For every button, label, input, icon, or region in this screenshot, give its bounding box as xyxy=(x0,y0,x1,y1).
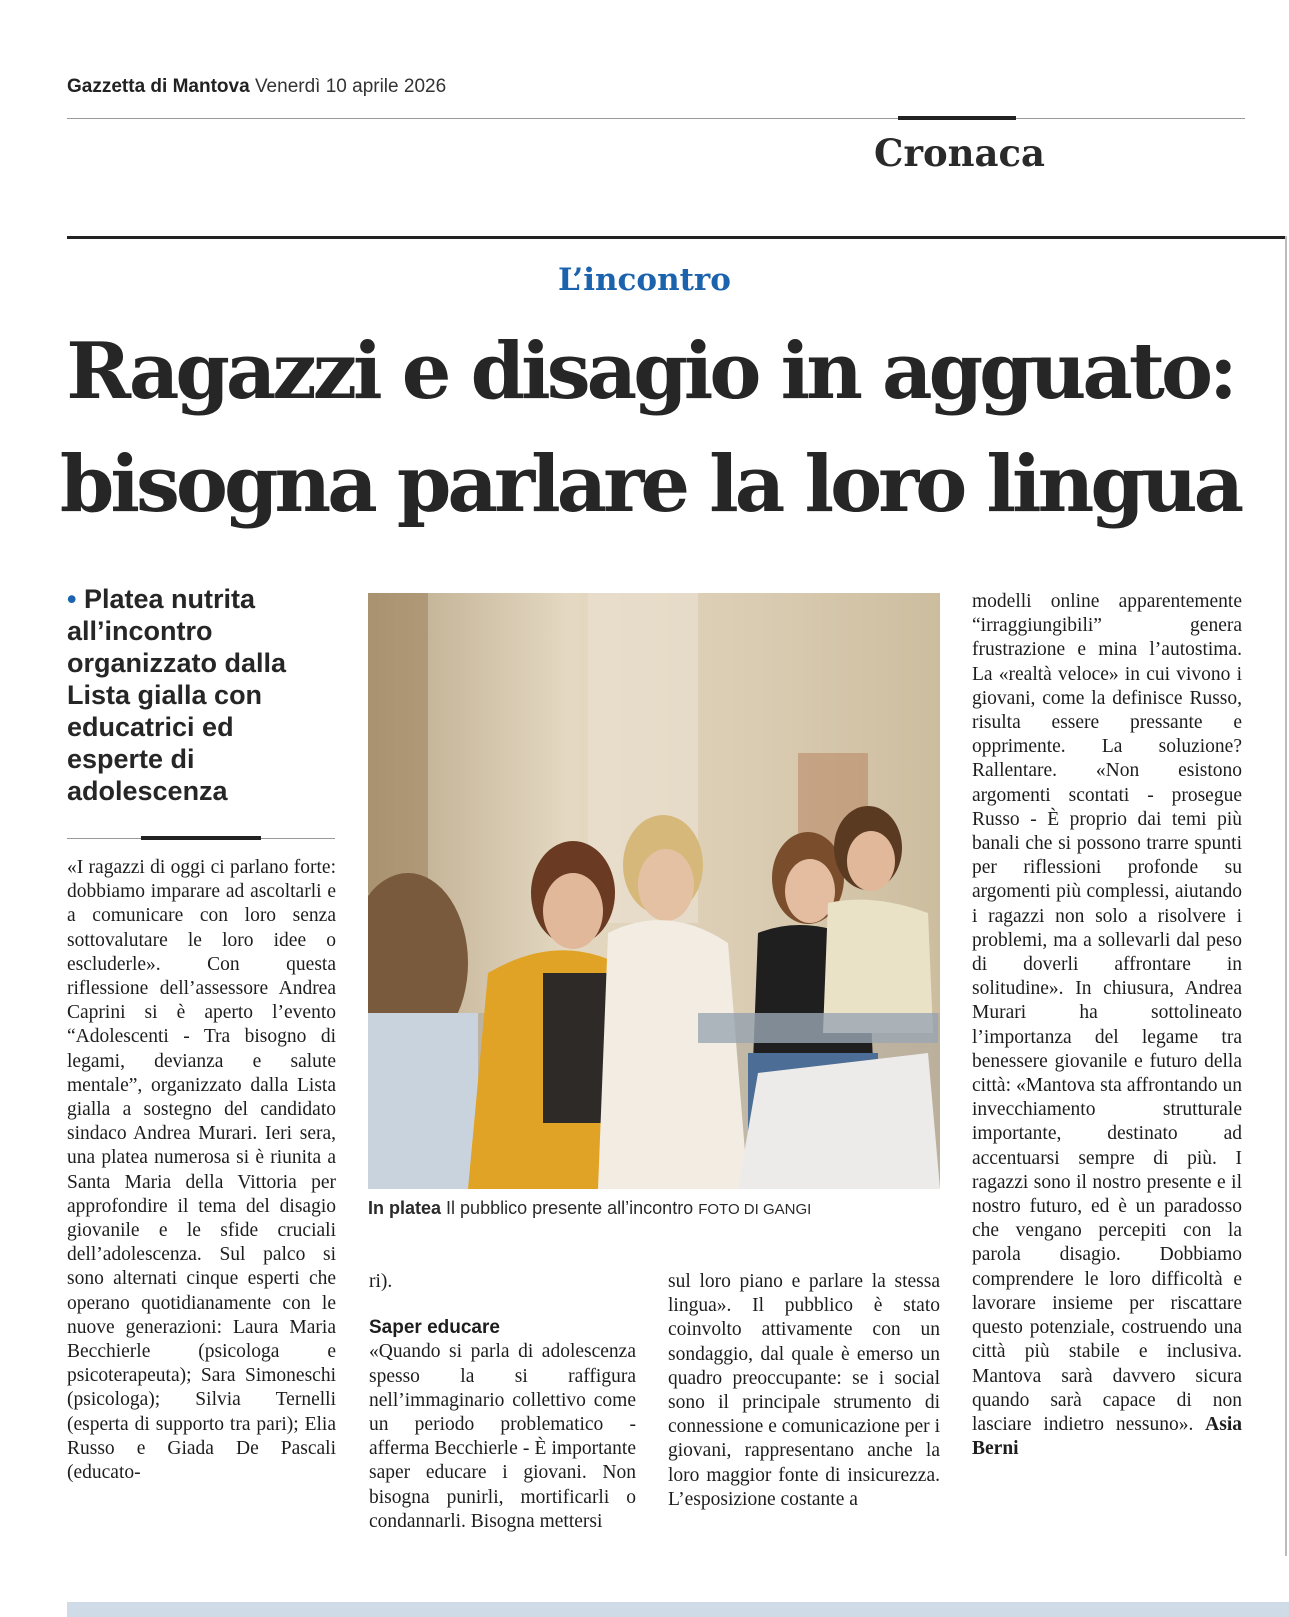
bullet-icon: • xyxy=(67,584,77,614)
section-bar xyxy=(898,116,1016,120)
headline-line-1: Ragazzi e disagio in agguato: xyxy=(66,326,1234,417)
summary xyxy=(67,583,337,807)
section-title: Cronaca xyxy=(874,131,1045,175)
author-name: Asia Berni xyxy=(972,1413,1243,1460)
top-rule xyxy=(67,118,1245,119)
article-text-col2-start: ri). xyxy=(369,1271,393,1292)
article-text-col1: «I ragazzi di oggi ci parlano forte: dobbiamo imparare ad ascoltarli e a comunicare con loro senza sottovalutare le loro idee o escluderle». Con questa riflessione dell’assessore Andrea Caprini si è aperto l’evento “Adolescenti - Tra bisogno di legami, devianza e salute mentale”, organizzato dalla Lista gialla a sostegno del candidato sindaco Andrea Murari. Ieri sera, una platea numerosa si è riunita a Santa Maria della Vittoria per approfondire il tema del disagio giovanile e le sfide cruciali dell’adolescenza. Sul palco si sono alternati cinque esperti che operano quotidianamente con le nuove generazioni: Laura Maria Becchierle (psicologa e psicoterapeuta); Sara Simoneschi (psicologa); Silvia Ternelli (esperta di supporto tra pari); Elia Russo e Giada De Pascali (educato- xyxy=(67,857,336,1484)
newspaper-name: Gazzetta di Mantova xyxy=(67,76,250,97)
kicker: L’incontro xyxy=(558,262,731,298)
article-column-3 xyxy=(668,1270,940,1512)
article-column-1 xyxy=(67,856,336,1485)
summary-text: Platea nutrita all’incontro organizzato dalla Lista gialla con educatrici ed esperte di adolescenza xyxy=(67,584,287,806)
caption-text: Il pubblico presente all’incontro xyxy=(446,1198,694,1218)
article-text-col3: sul loro piano e parlare la stessa lingua». Il pubblico è stato coinvolto attivamente con un sondaggio, dal quale è emerso un quadro preoccupante: se i social sono il principale strumento di connessione e comunicazione per i giovani, rappresentano anche la loro maggior fonte di insicurezza. L’esposizione costante a xyxy=(668,1271,940,1510)
audience-photo-icon xyxy=(368,593,940,1189)
page-edge-line xyxy=(1285,236,1287,1556)
summary-rule-accent xyxy=(141,836,261,840)
article-text-col2: «Quando si parla di adolescenza spesso la si raffigura nell’immaginario collettivo come un periodo problematico - afferma Becchierle - È importante saper educare i giovani. Non bisogna punirli, mortificarli o condannarli. Bisogna mettersi xyxy=(369,1341,636,1532)
photo-credit: FOTO DI GANGI xyxy=(698,1201,812,1218)
article-text-col4: modelli online apparentemente “irraggiungibili” genera frustrazione e mina l’autostima. La «realtà veloce» in cui vivono i giovani, come la definisce Russo, risulta essere pressante e opprimente. La soluzione? Rallentare. «Non esistono argomenti scontati - prosegue Russo - È proprio dai temi più banali che si possono trarre spunti per riflessioni profonde su argomenti più complessi, aiutando i ragazzi non solo a risolvere i problemi, ma a sollevarli dal peso di doverli affrontare in solitudine». In chiusura, Andrea Murari ha sottolineato l’importanza del legame tra benessere giovanile e futuro della città: «Mantova sta affrontando un invecchiamento strutturale importante, destinato ad accentuarsi sempre di più. I ragazzi sono il nostro presente e il nostro futuro, ed è un paradosso che vengano percepiti con la parola disagio. Dobbiamo comprendere le loro difficoltà e lavorare insieme per riscattare questo potenziale, costruendo una città più stabile e inclusiva. Mantova sarà davvero sicura quando sarà capace di non lasciare indietro nessuno». xyxy=(972,591,1242,1435)
article-column-4 xyxy=(972,590,1242,1461)
caption-lead: In platea xyxy=(368,1198,442,1218)
article-column-2 xyxy=(369,1270,636,1534)
masthead xyxy=(67,76,446,98)
bottom-band xyxy=(67,1602,1289,1617)
header-divider xyxy=(67,236,1285,239)
subheading: Saper educare xyxy=(369,1317,500,1339)
headline xyxy=(40,315,1260,541)
headline-line-2: bisogna parlare la loro lingua xyxy=(59,439,1241,530)
photo-caption xyxy=(368,1198,943,1219)
article-photo xyxy=(368,593,940,1189)
issue-date: Venerdì 10 aprile 2026 xyxy=(254,76,447,97)
